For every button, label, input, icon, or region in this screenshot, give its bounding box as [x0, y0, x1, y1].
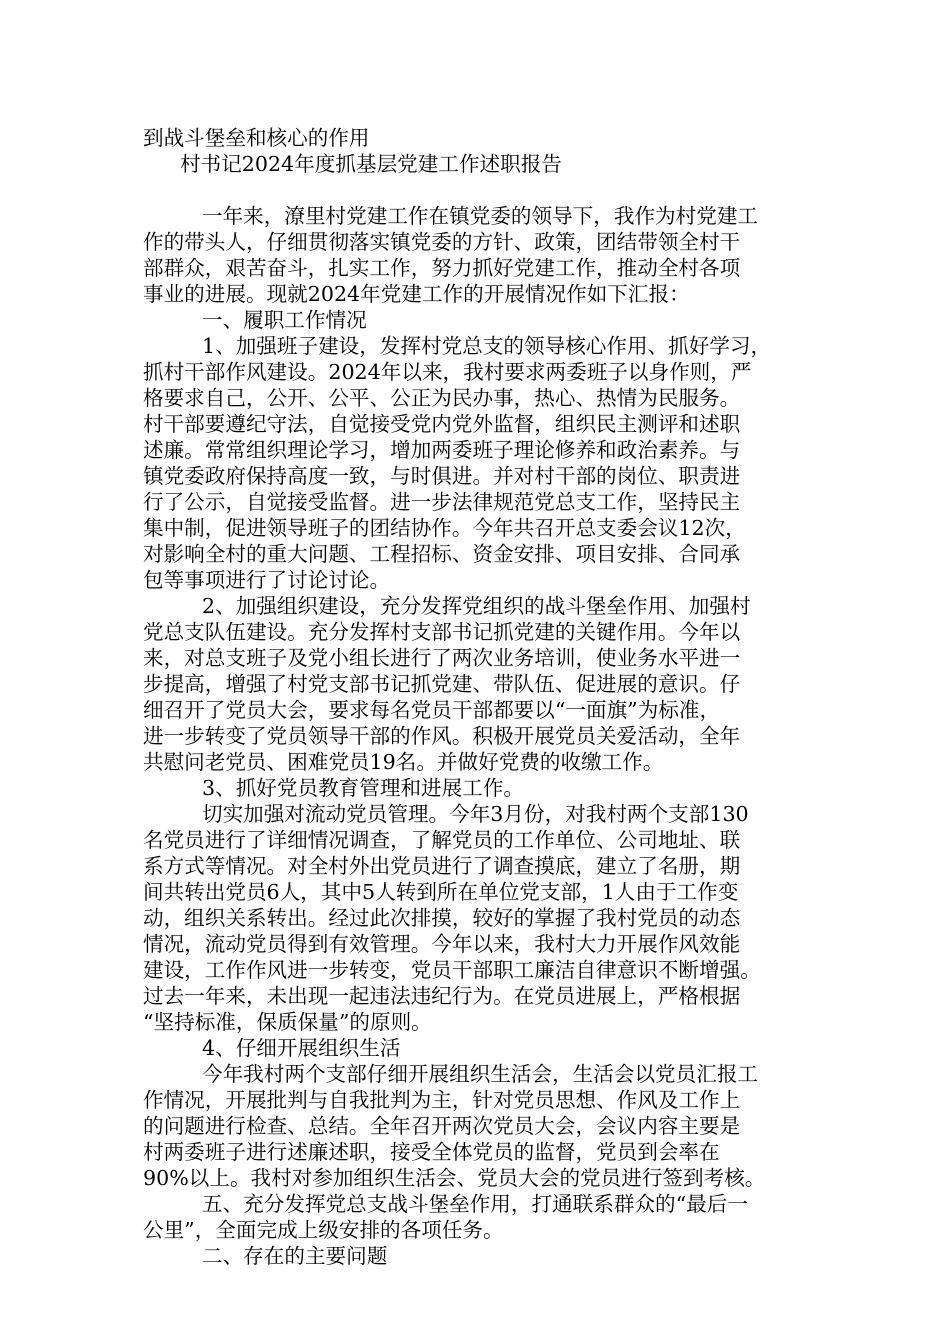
- subsection-1: 1、加强班子建设，发挥村党总支的领导核心作用、抓好学习，: [202, 334, 772, 358]
- text-line: 村干部要遵纪守法，自觉接受党内党外监督，组织民主测评和述职: [143, 412, 741, 436]
- text-line: 部群众，艰苦奋斗，扎实工作，努力抓好党建工作，推动全村各项: [143, 256, 741, 280]
- text-line: 作情况，开展批判与自我批判为主，针对党员思想、作风及工作上: [143, 1088, 741, 1112]
- paragraph-start: 切实加强对流动党员管理。今年3月份，对我村两个支部130: [202, 802, 749, 826]
- subsection-3: 3、抓好党员教育管理和进展工作。: [202, 776, 525, 800]
- text-line: 作的带头人，仔细贯彻落实镇党委的方针、政策，团结带领全村干: [143, 230, 741, 254]
- text-line: 进一步转变了党员领导干部的作风。积极开展党员关爱活动，全年: [143, 724, 741, 748]
- text-line: “坚持标准，保质保量”的原则。: [143, 1010, 432, 1034]
- text-line: 来，对总支班子及党小组长进行了两次业务培训，使业务水平进一: [143, 646, 741, 670]
- text-line: 对影响全村的重大问题、工程招标、资金安排、项目安排、合同承: [143, 542, 741, 566]
- text-line: 述廉。常常组织理论学习，增加两委班子理论修养和政治素养。与: [143, 438, 741, 462]
- text-line: 格要求自己，公开、公平、公正为民办事，热心、热情为民服务。: [143, 386, 741, 410]
- text-line: 行了公示，自觉接受监督。进一步法律规范党总支工作，坚持民主: [143, 490, 741, 514]
- text-line: 建设，工作作风进一步转变，党员干部职工廉洁自律意识不断增强。: [143, 958, 761, 982]
- text-line: 过去一年来，未出现一起违法违纪行为。在党员进展上，严格根据: [143, 984, 741, 1008]
- subsection-2: 2、加强组织建设，充分发挥党组织的战斗堡垒作用、加强村: [202, 594, 751, 618]
- subsection-4: 4、仔细开展组织生活: [202, 1036, 401, 1060]
- text-line: 情况，流动党员得到有效管理。今年以来，我村大力开展作风效能: [143, 932, 741, 956]
- section-heading-1: 一、履职工作情况: [202, 308, 367, 332]
- paragraph-intro-start: 一年来，潦里村党建工作在镇党委的领导下，我作为村党建工: [202, 204, 759, 228]
- text-line: 动，组织关系转出。经过此次排摸，较好的掌握了我村党员的动态: [143, 906, 741, 930]
- text-line: 公里”，全面完成上级安排的各项任务。: [143, 1218, 504, 1242]
- text-line: 共慰问老党员、困难党员19名。并做好党费的收缴工作。: [143, 750, 664, 774]
- text-line: 90%以上。我村对参加组织生活会、党员大会的党员进行签到考核。: [143, 1166, 766, 1190]
- text-line: 间共转出党员6人，其中5人转到所在单位党支部，1人由于工作变: [143, 880, 739, 904]
- subsection-5: 五、充分发挥党总支战斗堡垒作用，打通联系群众的“最后一: [202, 1192, 748, 1216]
- text-line: 村两委班子进行述廉述职，接受全体党员的监督，党员到会率在: [143, 1140, 720, 1164]
- text-line: 系方式等情况。对全村外出党员进行了调查摸底，建立了名册，期: [143, 854, 741, 878]
- text-line: 细召开了党员大会，要求每名党员干部都要以“一面旗”为标准，: [143, 698, 721, 722]
- text-line: 的问题进行检查、总结。全年召开两次党员大会，会议内容主要是: [143, 1114, 741, 1138]
- text-line: 事业的进展。现就2024年党建工作的开展情况作如下汇报：: [143, 282, 690, 306]
- text-line: 包等事项进行了讨论讨论。: [143, 568, 391, 592]
- document-title: 村书记2024年度抓基层党建工作述职报告: [180, 152, 562, 176]
- text-line: 抓村干部作风建设。2024年以来，我村要求两委班子以身作则，严: [143, 360, 752, 384]
- text-line: 名党员进行了详细情况调查，了解党员的工作单位、公司地址、联: [143, 828, 741, 852]
- text-line: 集中制，促进领导班子的团结协作。今年共召开总支委会议12次，: [143, 516, 746, 540]
- paragraph-start: 今年我村两个支部仔细开展组织生活会，生活会以党员汇报工: [202, 1062, 759, 1086]
- text-line: 镇党委政府保持高度一致，与时俱进。并对村干部的岗位、职责进: [143, 464, 741, 488]
- section-heading-2: 二、存在的主要问题: [202, 1244, 388, 1268]
- text-line: 党总支队伍建设。充分发挥村支部书记抓党建的关键作用。今年以: [143, 620, 741, 644]
- text-line: 到战斗堡垒和核心的作用: [143, 126, 370, 150]
- text-line: 步提高，增强了村党支部书记抓党建、带队伍、促进展的意识。仔: [143, 672, 741, 696]
